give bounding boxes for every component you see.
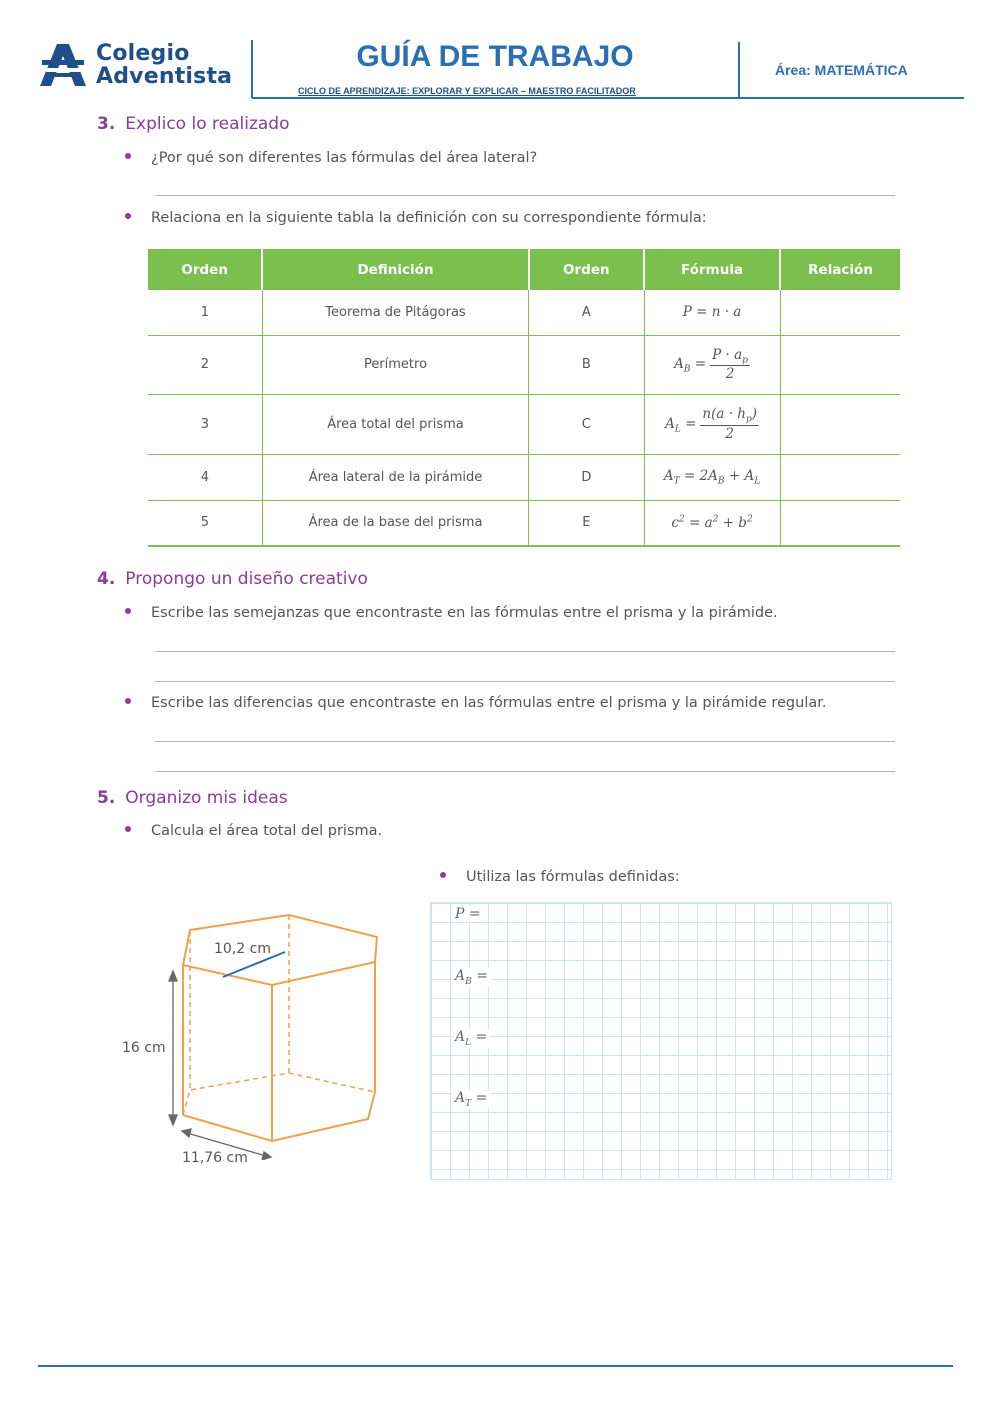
cell-relacion-input[interactable]	[780, 290, 900, 335]
question-text: Utiliza las fórmulas definidas:	[466, 869, 680, 885]
arrow-head-icon	[169, 971, 177, 981]
arrow-head-icon	[169, 1115, 177, 1125]
section-4-title	[97, 569, 368, 589]
footer-line	[38, 1365, 953, 1367]
table-header-row	[148, 249, 900, 290]
cell-relacion-input[interactable]	[780, 394, 900, 454]
cell-formula: $A_L$ = $\frac{n(a \cdot h_p)}{2}$	[644, 394, 780, 454]
school-logo	[38, 40, 253, 96]
height-label: 16 cm	[122, 1040, 166, 1056]
table-row	[148, 290, 900, 335]
cell-orden: 1	[148, 290, 262, 335]
school-name-line2: Adventista	[96, 64, 233, 89]
cell-letra: C	[529, 394, 644, 454]
arrow-head-icon	[262, 1152, 271, 1160]
section-5-heading: Organizo mis ideas	[125, 788, 288, 808]
bullet-icon	[125, 698, 131, 704]
answer-line[interactable]	[155, 195, 895, 196]
section-4-heading: Propongo un diseño creativo	[125, 569, 368, 589]
cell-definicion: Área lateral de la pirámide	[262, 454, 528, 500]
cell-relacion-input[interactable]	[780, 335, 900, 394]
prism-top-face	[183, 915, 377, 985]
grid-label-text: P =	[455, 906, 481, 922]
question-text: Escribe las semejanzas que encontraste en las fórmulas entre el prisma y la pirámide.	[151, 605, 778, 621]
answer-line[interactable]	[155, 771, 895, 772]
cell-letra: D	[529, 454, 644, 500]
col-header-orden: Orden	[148, 249, 262, 290]
section-3-heading: Explico lo realizado	[125, 114, 290, 134]
cell-orden: 3	[148, 394, 262, 454]
section-5-question-1	[125, 823, 382, 839]
cell-definicion: Área de la base del prisma	[262, 500, 528, 546]
side-label: 11,76 cm	[182, 1150, 248, 1166]
col-header-formula: Fórmula	[644, 249, 780, 290]
grid-label-lateral-area: $A_L$ =	[452, 1029, 490, 1048]
bullet-icon	[125, 608, 131, 614]
question-text: Relaciona en la siguiente tabla la definición con su correspondiente fórmula:	[151, 210, 707, 226]
cell-definicion: Teorema de Pitágoras	[262, 290, 528, 335]
section-3-title	[97, 114, 290, 134]
bullet-icon	[125, 153, 131, 159]
cell-letra: B	[529, 335, 644, 394]
bullet-icon	[125, 213, 131, 219]
cell-orden: 4	[148, 454, 262, 500]
school-name-line1: Colegio	[96, 41, 190, 66]
section-3-question-2	[125, 210, 707, 226]
grid-label-base-area: $A_B$ =	[452, 968, 491, 987]
school-name	[96, 42, 232, 88]
col-header-letra: Orden	[529, 249, 644, 290]
relation-table	[148, 249, 900, 547]
section-5-title	[97, 788, 288, 808]
section-4-question-2	[125, 695, 826, 711]
question-text: Calcula el área total del prisma.	[151, 823, 383, 839]
apothem-label: 10,2 cm	[214, 941, 271, 957]
answer-line[interactable]	[155, 741, 895, 742]
question-text: ¿Por qué son diferentes las fórmulas del área lateral?	[151, 150, 538, 166]
bullet-icon	[125, 826, 131, 832]
col-header-relacion: Relación	[780, 249, 900, 290]
cell-formula: $c^2 = a^2 + b^2$	[644, 500, 780, 546]
section-3-question-1	[125, 150, 537, 166]
arrow-head-icon	[182, 1129, 191, 1137]
grid-label-perimeter	[452, 906, 484, 922]
section-4-question-1	[125, 605, 778, 621]
work-grid[interactable]	[430, 902, 892, 1180]
header-divider-left	[251, 40, 253, 98]
col-header-definicion: Definición	[262, 249, 528, 290]
answer-line[interactable]	[155, 651, 895, 652]
section-4-number: 4.	[97, 569, 116, 589]
answer-line[interactable]	[155, 681, 895, 682]
grid-label-total-area: $A_T$ =	[452, 1090, 490, 1109]
cell-definicion: Área total del prisma	[262, 394, 528, 454]
section-5-question-2	[440, 869, 680, 885]
hexagonal-prism-diagram	[160, 905, 400, 1160]
cell-orden: 5	[148, 500, 262, 546]
cell-relacion-input[interactable]	[780, 454, 900, 500]
table-row	[148, 454, 900, 500]
section-3-number: 3.	[97, 114, 116, 134]
prism-hidden-bottom	[183, 1073, 375, 1115]
adventist-logo-icon	[38, 42, 88, 88]
page-title: GUÍA DE TRABAJO	[356, 40, 634, 73]
header-underline	[252, 97, 964, 99]
cell-letra: A	[529, 290, 644, 335]
page-subtitle: CICLO DE APRENDIZAJE: EXPLORAR Y EXPLICAR – MAESTRO FACILITADOR	[298, 86, 636, 96]
table-row	[148, 394, 900, 454]
cell-formula: $A_B$ = $\frac{P \cdot a_p}{2}$	[644, 335, 780, 394]
prism-bottom-edge	[183, 1092, 375, 1141]
bullet-icon	[440, 872, 446, 878]
cell-formula: $A_T = 2A_B + A_L$	[644, 454, 780, 500]
question-text: Escribe las diferencias que encontraste en las fórmulas entre el prisma y la pirámide regular.	[151, 695, 827, 711]
table-row	[148, 335, 900, 394]
table-row	[148, 500, 900, 546]
cell-orden: 2	[148, 335, 262, 394]
section-5-number: 5.	[97, 788, 116, 808]
subject-area: Área: MATEMÁTICA	[775, 62, 908, 78]
cell-letra: E	[529, 500, 644, 546]
header-divider-right	[738, 42, 740, 98]
cell-definicion: Perímetro	[262, 335, 528, 394]
cell-formula: P = n · a	[644, 290, 780, 335]
cell-relacion-input[interactable]	[780, 500, 900, 546]
